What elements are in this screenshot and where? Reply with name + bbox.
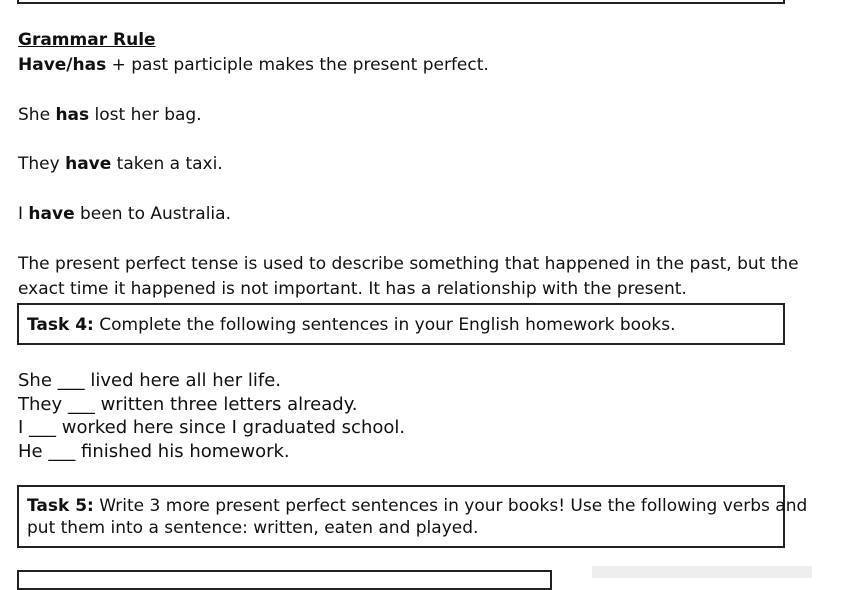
example-post: lost her bag. bbox=[89, 105, 202, 125]
example-sentence-3 bbox=[18, 204, 231, 224]
task4-text bbox=[27, 315, 676, 335]
exercise-sentence-1: She ___ lived here all her life. bbox=[18, 370, 282, 391]
example-bold: have bbox=[65, 154, 112, 174]
example-bold: has bbox=[55, 105, 90, 125]
bottom-image-edge bbox=[592, 566, 812, 578]
example-sentence-1 bbox=[18, 105, 202, 125]
example-pre: She bbox=[18, 105, 56, 125]
exercise-sentence-3: I ___ worked here since I graduated school. bbox=[18, 417, 406, 438]
example-pre: I bbox=[18, 204, 29, 224]
explanation-line-1: The present perfect tense is used to describe something that happened in the past, but the bbox=[18, 254, 799, 274]
example-bold: have bbox=[28, 204, 75, 224]
task5-label: Task 5: bbox=[27, 496, 94, 516]
exercise-sentence-2: They ___ written three letters already. bbox=[18, 394, 358, 415]
example-post: been to Australia. bbox=[74, 204, 231, 224]
task5-box bbox=[17, 485, 808, 548]
rule-bold: Have/has bbox=[18, 55, 107, 75]
task4-instruction: Complete the following sentences in your English homework books. bbox=[93, 315, 676, 335]
example-post: taken a taxi. bbox=[111, 154, 223, 174]
rule-rest: + past participle makes the present perfect. bbox=[106, 55, 489, 75]
explanation-line-2: exact time it happened is not important. It has a relationship with the present. bbox=[18, 279, 687, 299]
grammar-rule-line bbox=[18, 55, 489, 75]
grammar-rule-title: Grammar Rule bbox=[18, 30, 156, 50]
bottom-box-edge bbox=[17, 570, 552, 590]
task5-text-line-2: put them into a sentence: written, eaten and played. bbox=[27, 518, 479, 538]
task4-label: Task 4: bbox=[27, 315, 94, 335]
task5-instruction-1: Write 3 more present perfect sentences in your books! Use the following verbs and bbox=[93, 496, 808, 516]
example-pre: They bbox=[18, 154, 66, 174]
top-box-edge bbox=[17, 0, 785, 4]
task4-box bbox=[17, 303, 785, 345]
exercise-sentence-4: He ___ finished his homework. bbox=[18, 441, 290, 462]
task5-text-line-1 bbox=[27, 496, 807, 516]
example-sentence-2 bbox=[18, 154, 223, 174]
